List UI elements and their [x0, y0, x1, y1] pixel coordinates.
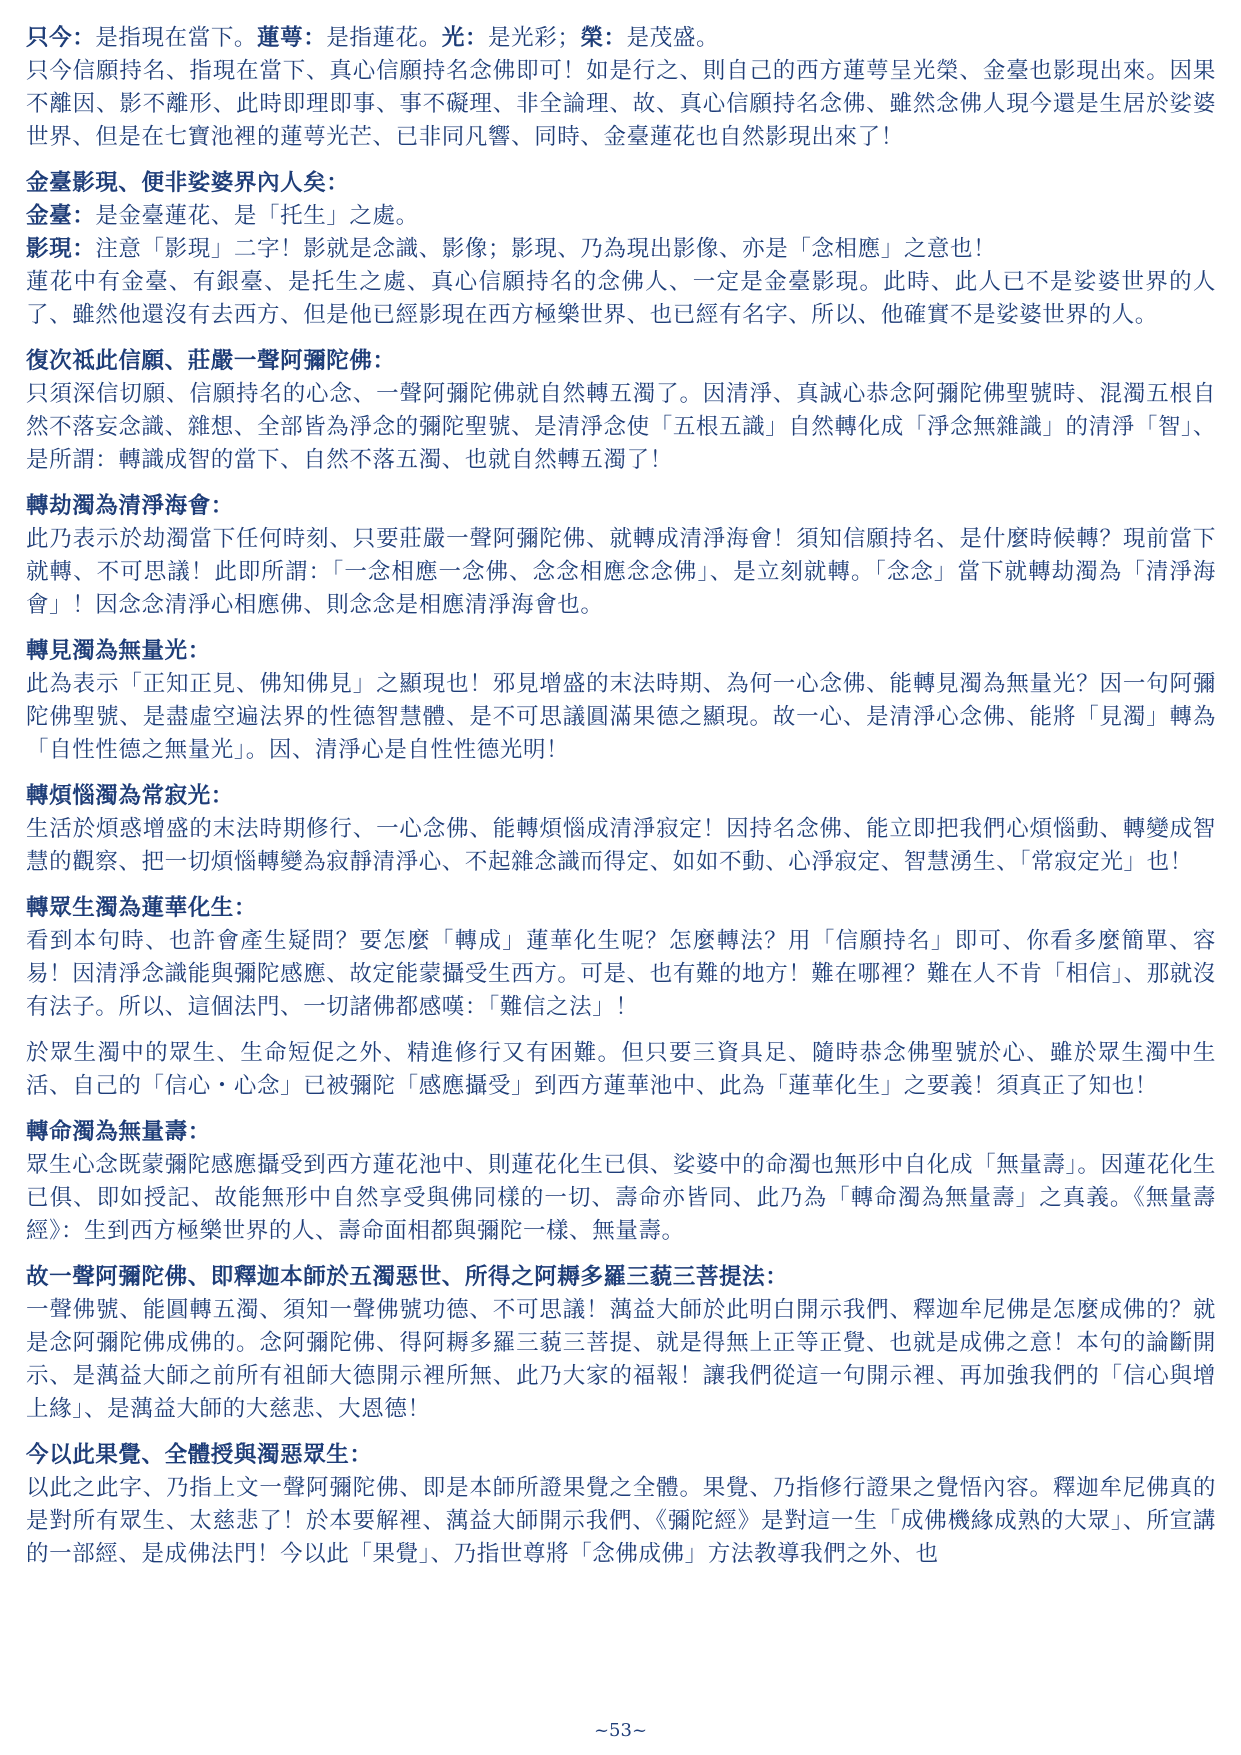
definition-term: 金臺：: [26, 203, 96, 229]
section: [26, 22, 1216, 154]
definition-term: 榮：: [580, 25, 627, 51]
body-paragraph: 生活於煩惑增盛的末法時期修行、一心念佛、能轉煩惱成清淨寂定！因持名念佛、能立即把我們心煩惱動、轉變成智慧的觀察、把一切煩惱轉變為寂靜清淨心、不起雜念識而得定、如如不動、心淨寂定、智慧湧生、「常寂定光」也！: [26, 816, 1216, 875]
definition-text: 是金臺蓮花、是「托生」之處。: [95, 203, 419, 229]
section: [26, 490, 1216, 622]
section-heading: 轉命濁為無量壽：: [26, 1119, 211, 1145]
section: [26, 1261, 1216, 1426]
section-heading: 復次祗此信願、莊嚴一聲阿彌陀佛：: [26, 348, 396, 374]
body-paragraph: 只須深信切願、信願持名的心念、一聲阿彌陀佛就自然轉五濁了。因清淨、真誠心恭念阿彌陀佛聖號時、混濁五根自然不落妄念識、雜想、全部皆為淨念的彌陀聖號、是清淨念使「五根五識」自然轉化成「淨念無雜識」的清淨「智」、是所謂：轉識成智的當下、自然不落五濁、也就自然轉五濁了！: [26, 381, 1216, 473]
definition-term: 只今：: [26, 25, 96, 51]
section: [26, 635, 1216, 767]
section: [26, 167, 1216, 332]
definition-text: 是指蓮花。: [326, 25, 442, 51]
section-heading: 金臺影現、便非娑婆界內人矣：: [26, 170, 350, 196]
section-heading: 轉煩惱濁為常寂光：: [26, 783, 234, 809]
section-heading: 轉見濁為無量光：: [26, 638, 211, 664]
definition-text: 是光彩；: [488, 25, 581, 51]
definition-term: 影現：: [26, 236, 96, 262]
definition-text: 是指現在當下。: [95, 25, 258, 51]
definition-text: 注意「影現」二字！影就是念識、影像；影現、乃為現出影像、亦是「念相應」之意也！: [95, 236, 997, 262]
body-paragraph: 此乃表示於劫濁當下任何時刻、只要莊嚴一聲阿彌陀佛、就轉成清淨海會！須知信願持名、是什麼時候轉？現前當下就轉、不可思議！此即所謂：「一念相應一念佛、念念相應念念佛」、是立刻就轉。「念念」當下就轉劫濁為「清淨海會」！因念念清淨心相應佛、則念念是相應清淨海會也。: [26, 526, 1216, 618]
body-paragraph: 只今信願持名、指現在當下、真心信願持名念佛即可！如是行之、則自己的西方蓮萼呈光榮、金臺也影現出來。因果不離因、影不離形、此時即理即事、事不礙理、非全論理、故、真心信願持名念佛、雖然念佛人現今還是生居於娑婆世界、但是在七寶池裡的蓮萼光芒、已非同凡響、同時、金臺蓮花也自然影現出來了！: [26, 58, 1216, 150]
definition-line: [26, 200, 1216, 233]
body-paragraph: 看到本句時、也許會產生疑問？要怎麼「轉成」蓮華化生呢？怎麼轉法？用「信願持名」即可、你看多麼簡單、容易！因清淨念識能與彌陀感應、故定能蒙攝受生西方。可是、也有難的地方！難在哪裡？難在人不肯「相信」、那就沒有法子。所以、這個法門、一切諸佛都感嘆：「難信之法」！: [26, 928, 1216, 1020]
body-paragraph: 眾生心念既蒙彌陀感應攝受到西方蓮花池中、則蓮花化生已俱、娑婆中的命濁也無形中自化成「無量壽」。因蓮花化生已俱、即如授記、故能無形中自然享受與佛同樣的一切、壽命亦皆同、此乃為「轉命濁為無量壽」之真義。《無量壽經》：生到西方極樂世界的人、壽命面相都與彌陀一樣、無量壽。: [26, 1152, 1216, 1244]
body-paragraph: 一聲佛號、能圓轉五濁、須知一聲佛號功德、不可思議！蕅益大師於此明白開示我們、釋迦牟尼佛是怎麼成佛的？就是念阿彌陀佛成佛的。念阿彌陀佛、得阿耨多羅三藐三菩提、就是得無上正等正覺、也就是成佛之意！本句的論斷開示、是蕅益大師之前所有祖師大德開示裡所無、此乃大家的福報！讓我們從這一句開示裡、再加強我們的「信心與增上緣」、是蕅益大師的大慈悲、大恩德！: [26, 1297, 1216, 1422]
definition-line: [26, 22, 1216, 55]
section-heading: 故一聲阿彌陀佛、即釋迦本師於五濁惡世、所得之阿耨多羅三藐三菩提法：: [26, 1264, 789, 1290]
section: [26, 780, 1216, 879]
definition-line: [26, 233, 1216, 266]
page-number: ~53~: [593, 1720, 648, 1741]
body-paragraph: 蓮花中有金臺、有銀臺、是托生之處、真心信願持名的念佛人、一定是金臺影現。此時、此人已不是娑婆世界的人了、雖然他還沒有去西方、但是他已經影現在西方極樂世界、也已經有名字、所以、他確實不是娑婆世界的人。: [26, 269, 1216, 328]
section-heading: 今以此果覺、全體授與濁惡眾生：: [26, 1442, 373, 1468]
definition-term: 光：: [441, 25, 489, 51]
section: [26, 892, 1216, 1103]
definition-term: 蓮萼：: [257, 25, 327, 51]
document-page: [26, 22, 1216, 1584]
section-heading: 轉眾生濁為蓮華化生：: [26, 895, 258, 921]
body-paragraph: 以此之此字、乃指上文一聲阿彌陀佛、即是本師所證果覺之全體。果覺、乃指修行證果之覺悟內容。釋迦牟尼佛真的是對所有眾生、太慈悲了！於本要解裡、蕅益大師開示我們、《彌陀經》是對這一生「成佛機緣成熟的大眾」、所宣講的一部經、是成佛法門！今以此「果覺」、乃指世尊將「念佛成佛」方法教導我們之外、也: [26, 1475, 1216, 1567]
body-paragraph: 此為表示「正知正見、佛知佛見」之顯現也！邪見增盛的末法時期、為何一心念佛、能轉見濁為無量光？因一句阿彌陀佛聖號、是盡虛空遍法界的性德智慧體、是不可思議圓滿果德之顯現。故一心、是清淨心念佛、能將「見濁」轉為「自性性德之無量光」。因、清淨心是自性性德光明！: [26, 671, 1216, 763]
section: [26, 1439, 1216, 1571]
section-heading: 轉劫濁為清淨海會：: [26, 493, 234, 519]
section: [26, 345, 1216, 477]
body-paragraph: 於眾生濁中的眾生、生命短促之外、精進修行又有困難。但只要三資具足、隨時恭念佛聖號於心、雖於眾生濁中生活、自己的「信心・心念」已被彌陀「感應攝受」到西方蓮華池中、此為「蓮華化生」之要義！須真正了知也！: [26, 1040, 1216, 1099]
section: [26, 1116, 1216, 1248]
definition-text: 是茂盛。: [626, 25, 720, 51]
